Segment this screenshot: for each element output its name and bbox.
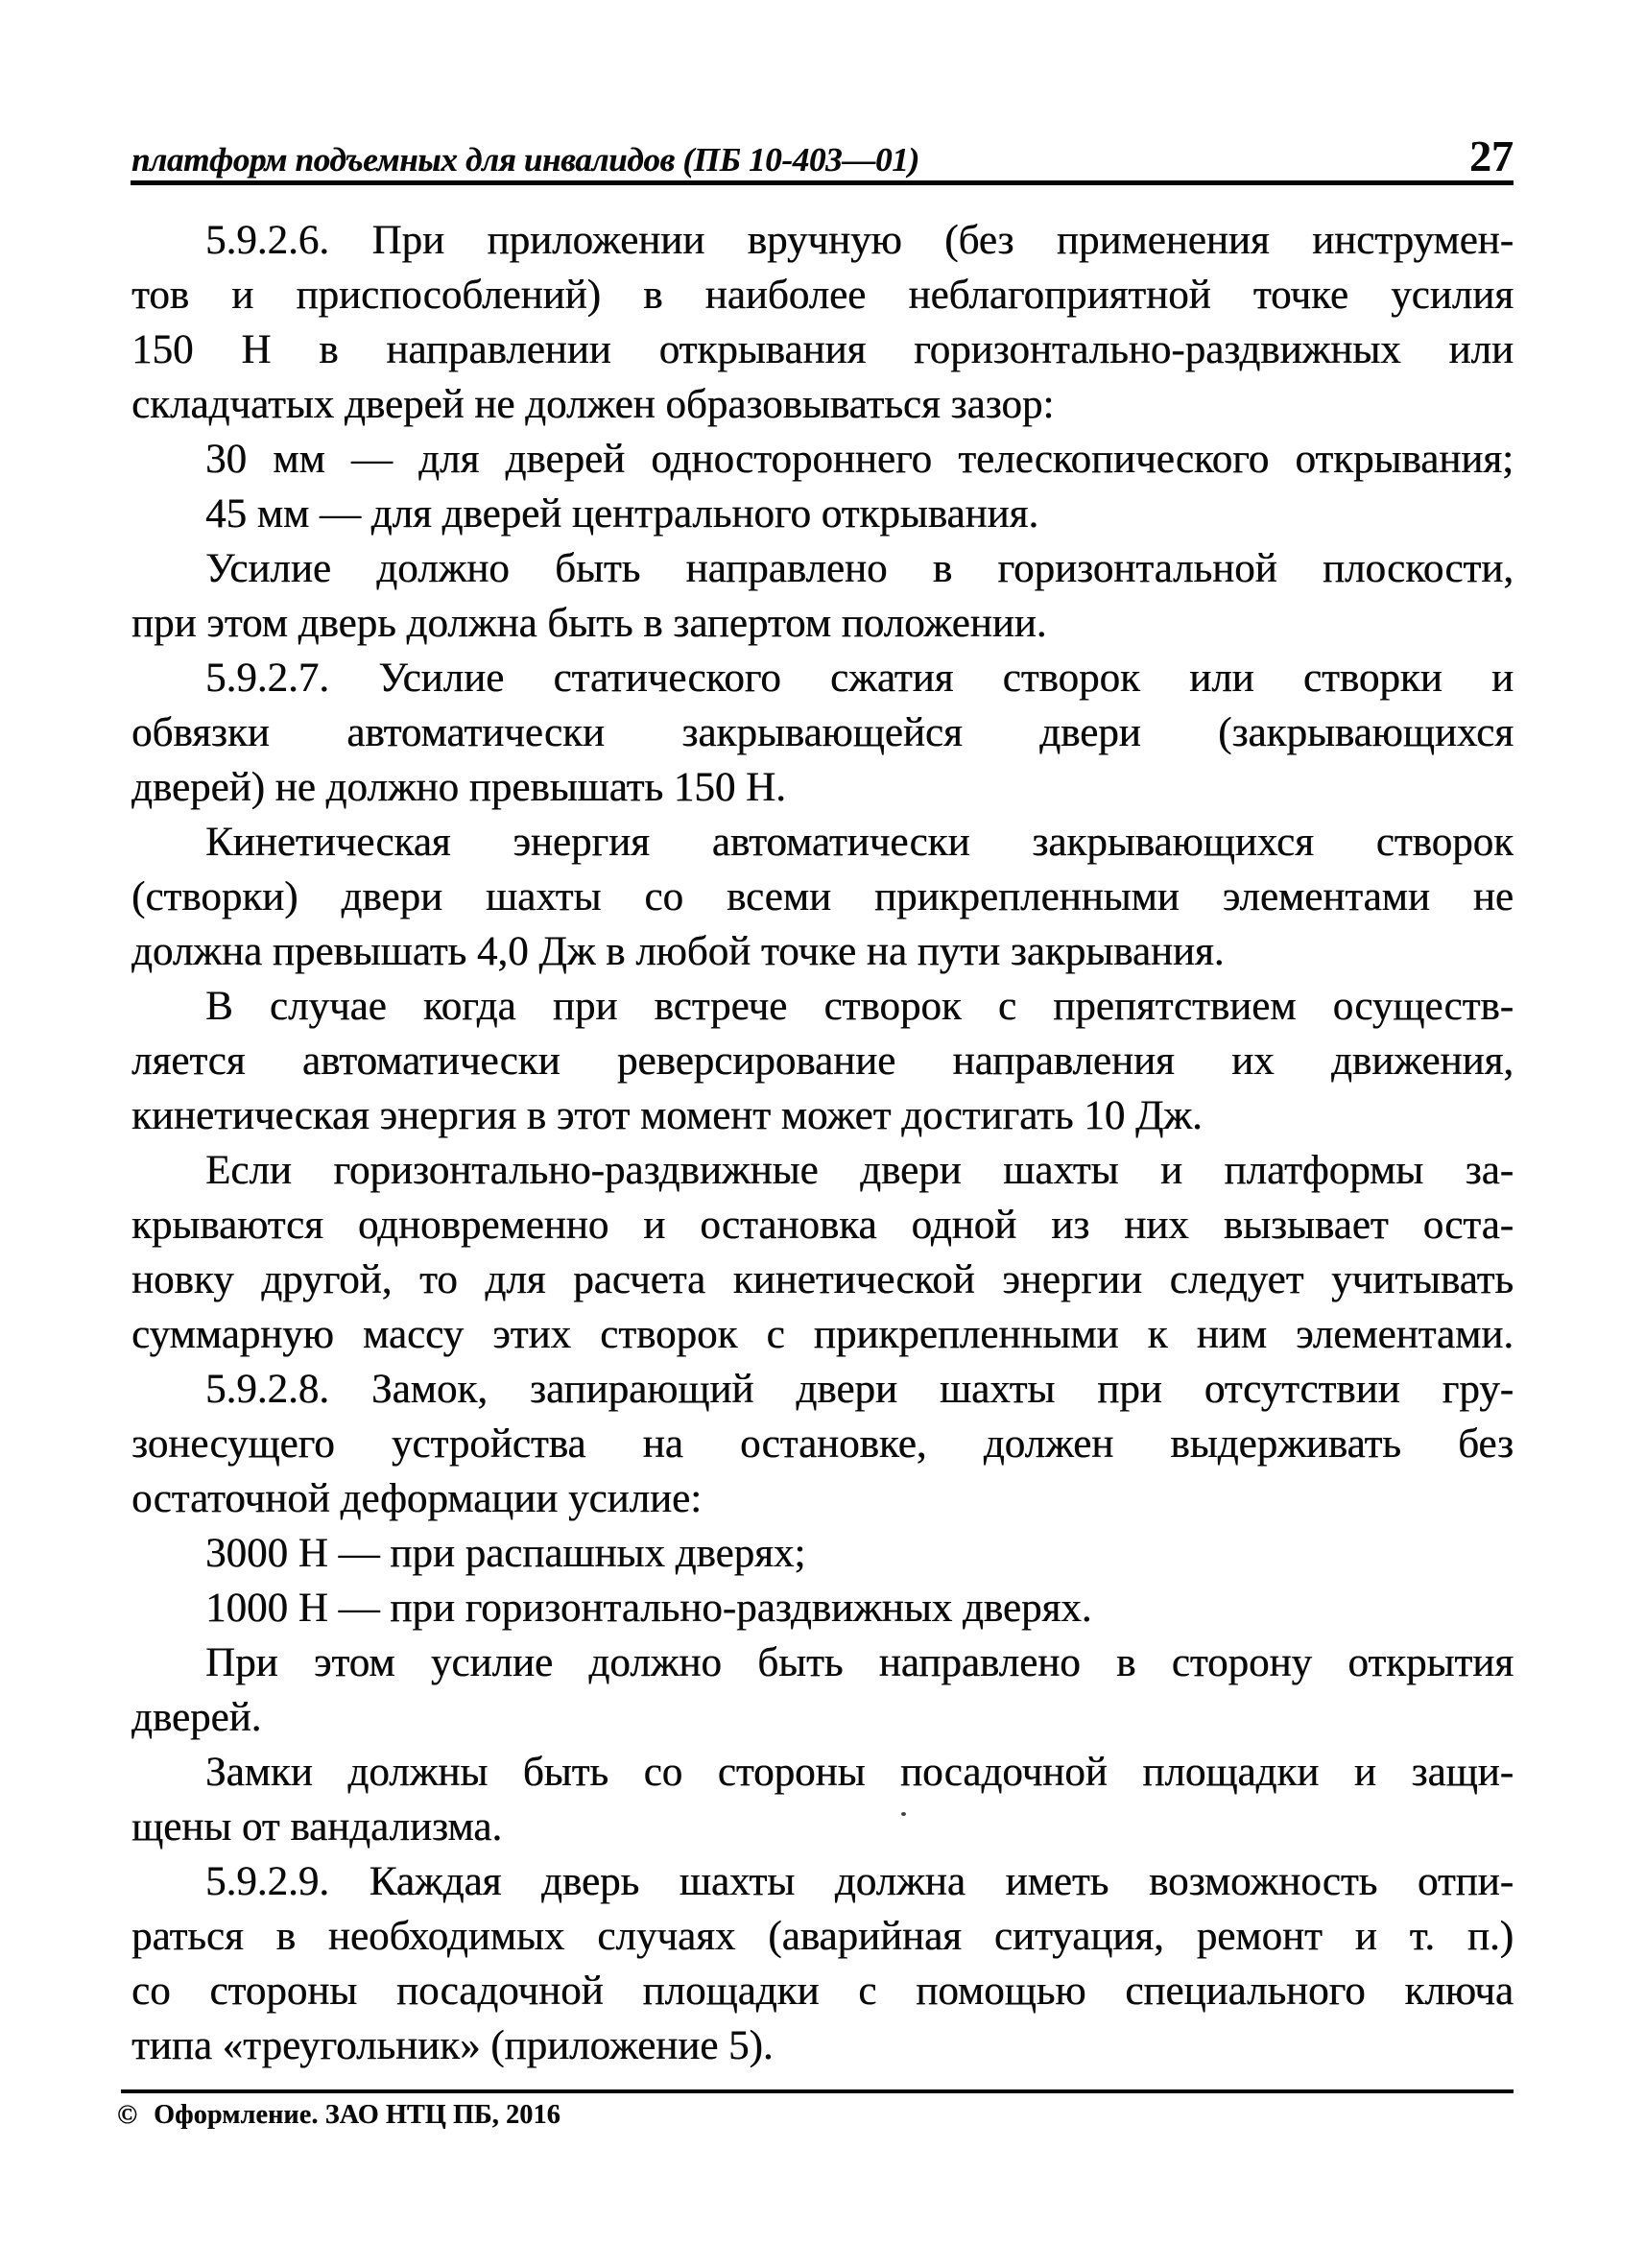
text-line: Усилие должно быть направлено в горизонтальной плоскости, xyxy=(205,546,1514,591)
text-line: при этом дверь должна быть в запертом положении. xyxy=(131,601,1047,646)
paragraph xyxy=(131,1581,1514,1635)
text-line: Если горизонтально-раздвижные двери шахты и платформы за- xyxy=(205,1148,1514,1193)
text-line: типа «треугольник» (приложение 5). xyxy=(131,2023,774,2068)
paragraph xyxy=(131,1854,1514,2073)
document-body xyxy=(131,213,1514,2073)
text-line: 3000 Н — при распашных дверях; xyxy=(205,1531,806,1576)
copyright-notice xyxy=(117,2100,560,2131)
text-line: 5.9.2.7. Усилие статического сжатия створок или створки и xyxy=(205,656,1514,701)
text-line: суммарную массу этих створок с прикрепленными к ним элементами. xyxy=(131,1312,1514,1357)
text-line: обвязки автоматически закрывающейся двери (закрывающихся xyxy=(131,710,1514,755)
paragraph xyxy=(131,213,1514,432)
text-line: раться в необходимых случаях (аварийная ситуация, ремонт и т. п.) xyxy=(131,1914,1514,1959)
text-line: дверей. xyxy=(131,1695,262,1740)
text-line: 5.9.2.8. Замок, запирающий двери шахты при отсутствии гру- xyxy=(205,1367,1514,1412)
text-line: остаточной деформации усилие: xyxy=(131,1476,703,1521)
text-line: Кинетическая энергия автоматически закрывающихся створок xyxy=(205,820,1514,865)
page-number: 27 xyxy=(1469,131,1514,180)
text-line: 45 мм — для дверей центрального открывания. xyxy=(205,491,1039,537)
text-line: 1000 Н — при горизонтально-раздвижных дверях. xyxy=(205,1586,1092,1631)
copyright-text: Оформление. ЗАО НТЦ ПБ, 2016 xyxy=(154,2100,560,2130)
text-line: должна превышать 4,0 Дж в любой точке на пути закрывания. xyxy=(131,929,1225,974)
text-line: Замки должны быть со стороны посадочной площадки и защи- xyxy=(205,1750,1514,1795)
paragraph xyxy=(131,979,1514,1143)
text-line: дверей) не должно превышать 150 Н. xyxy=(131,765,786,810)
paragraph xyxy=(131,487,1514,541)
paragraph xyxy=(131,1635,1514,1745)
text-line: 5.9.2.6. При приложении вручную (без применения инструмен- xyxy=(205,218,1514,263)
text-line: новку другой, то для расчета кинетической энергии следует учитывать xyxy=(131,1257,1514,1302)
paragraph xyxy=(131,1745,1514,1854)
text-line: крываются одновременно и остановка одной из них вызывает оста- xyxy=(131,1203,1514,1248)
running-header xyxy=(131,131,1514,180)
paragraph xyxy=(131,815,1514,979)
text-line: щены от вандализма. xyxy=(131,1804,503,1850)
paragraph xyxy=(131,1362,1514,1526)
text-line: ляется автоматически реверсирование направления их движения, xyxy=(131,1039,1514,1084)
text-line: тов и приспособлений) в наиболее неблагоприятной точке усилия xyxy=(131,273,1514,318)
scan-speck xyxy=(901,1812,906,1816)
paragraph xyxy=(131,651,1514,815)
text-line: 5.9.2.9. Каждая дверь шахты должна иметь возможность отпи- xyxy=(205,1859,1514,1904)
text-line: со стороны посадочной площадки с помощью специального ключа xyxy=(131,1969,1514,2014)
header-rule xyxy=(131,180,1514,185)
paragraph xyxy=(131,432,1514,487)
text-line: 30 мм — для дверей одностороннего телескопического открывания; xyxy=(205,437,1514,482)
text-line: складчатых дверей не должен образовываться зазор: xyxy=(131,382,1055,427)
paragraph xyxy=(131,1526,1514,1581)
text-line: кинетическая энергия в этот момент может достигать 10 Дж. xyxy=(131,1093,1203,1138)
footer-rule xyxy=(121,2089,1514,2093)
text-line: В случае когда при встрече створок с препятствием осуществ- xyxy=(205,984,1514,1029)
text-line: (створки) двери шахты со всеми прикрепленными элементами не xyxy=(131,874,1514,919)
text-line: При этом усилие должно быть направлено в сторону открытия xyxy=(205,1640,1514,1685)
copyright-symbol: © xyxy=(117,2100,138,2130)
paragraph xyxy=(131,1143,1514,1362)
text-line: 150 Н в направлении открывания горизонтально-раздвижных или xyxy=(131,327,1514,372)
text-line: зонесущего устройства на остановке, должен выдерживать без xyxy=(131,1421,1514,1467)
running-header-title: платформ подъемных для инвалидов (ПБ 10-403—01) xyxy=(131,141,919,179)
paragraph xyxy=(131,541,1514,651)
